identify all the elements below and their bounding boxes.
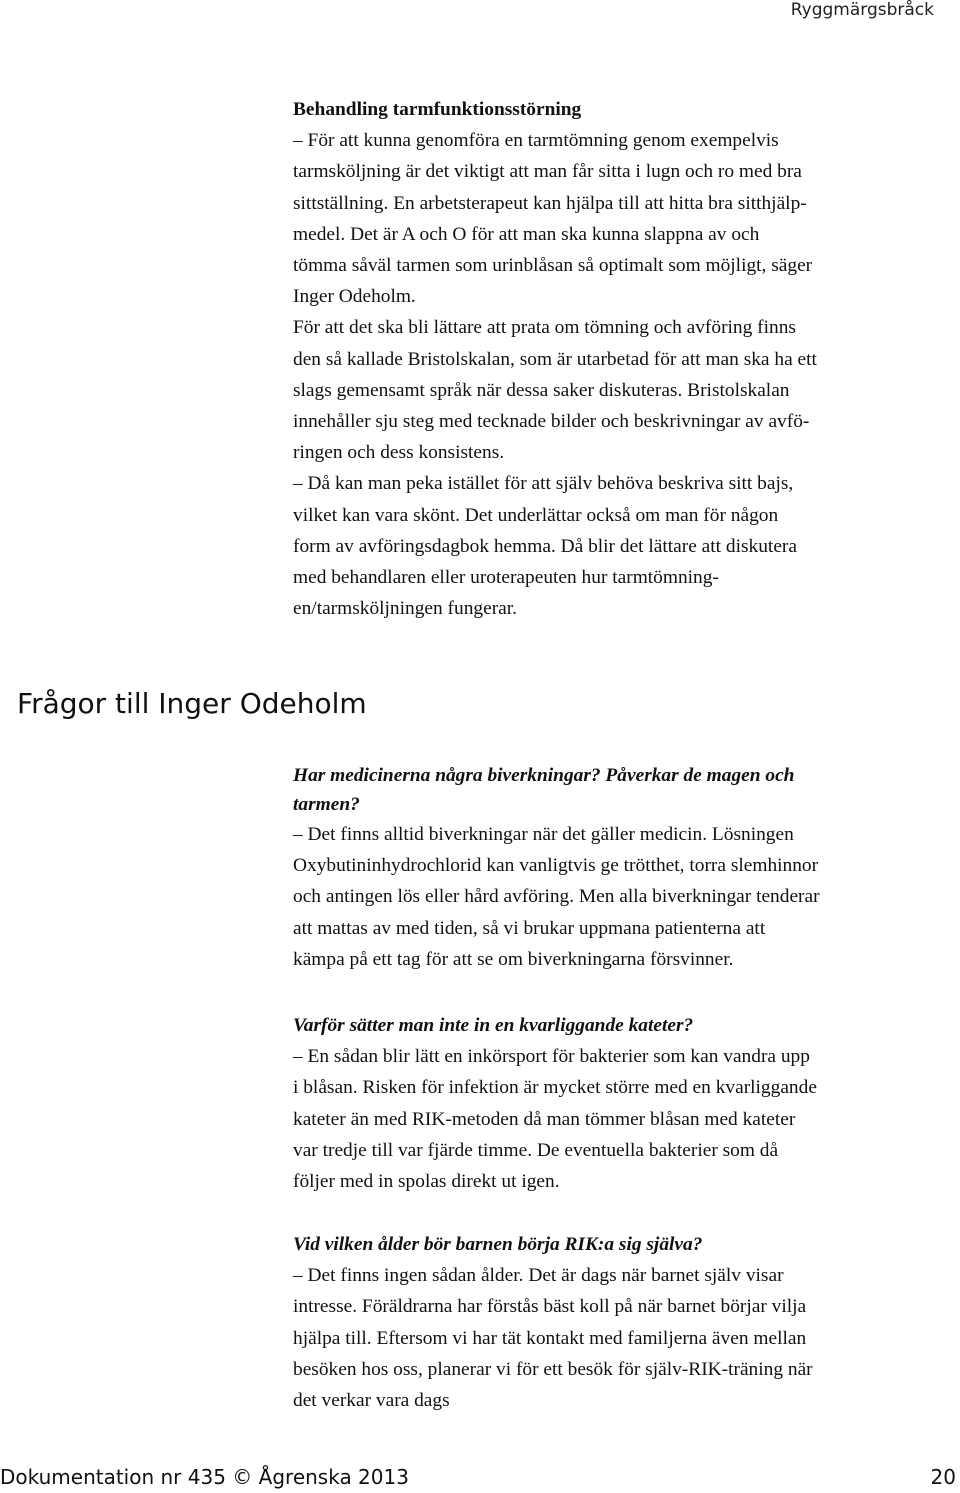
section-tarmfunktion <box>293 94 933 624</box>
page-number: 20 <box>930 1465 956 1489</box>
answer: – Det finns alltid biverkningar när det gäller medicin. Lösningen Oxybutininhydrochlorid kan vanligtvis ge trötthet, torra slemhinnor och antingen lös eller hård avföring. Men alla biverkningar tenderar att mattas av med tiden, så vi brukar uppmana patienterna att kämpa på ett tag för att se om biverkningarna försvinner. <box>293 824 820 970</box>
body-paragraph: För att det ska bli lättare att prata om tömning och avföring finns den så kallade Bristolskalan, som är utarbetad för att man ska ha ett slags gemensamt språk när dessa saker diskuteras. Bristolskalan innehåller sju steg med tecknade bilder och beskrivningar av avfö- ringen och dess konsistens. <box>293 317 817 464</box>
running-head: Ryggmärgsbråck <box>790 0 934 20</box>
qa-block <box>293 1010 933 1197</box>
question: Varför sätter man inte in en kvarliggande kateter? <box>293 1015 694 1036</box>
answer: – Det finns ingen sådan ålder. Det är dags när barnet själv visar intresse. Föräldrarna har förstås bäst koll på när barnet börjar vilja hjälpa till. Eftersom vi har tät kontakt med familjerna även mellan besöken hos oss, planerar vi för ett besök för själv-RIK-träning när det verkar vara dags <box>293 1265 813 1412</box>
body-paragraph: – Då kan man peka istället för att själv behöva beskriva sitt bajs, vilket kan vara skönt. Det underlättar också om man för någon form av avföringsdagbok hemma. Då blir det lättare att diskutera med behandlaren eller uroterapeuten hur tarmtömning- en/tarmsköljningen fungerar. <box>293 473 797 620</box>
question: Vid vilken ålder bör barnen börja RIK:a sig själva? <box>293 1234 703 1255</box>
body-paragraph: – För att kunna genomföra en tarmtömning genom exempelvis tarmsköljning är det viktigt att man får sitta i lugn och ro med bra sittställning. En arbetsterapeut kan hjälpa till att hitta bra sitthjälp- medel. Det är A och O för att man ska kunna slappna av och tömma såväl tarmen som urinblåsan så optimalt som möjligt, säger Inger Odeholm. <box>293 130 813 308</box>
answer: – En sådan blir lätt en inkörsport för bakterier som kan vandra upp i blåsan. Risken för infektion är mycket större med en kvarliggande kateter än med RIK-metoden då man tömmer blåsan med kateter var tredje till var fjärde timme. De eventuella bakterier som då följer med in spolas direkt ut igen. <box>293 1046 817 1193</box>
footer-credit: Dokumentation nr 435 © Ågrenska 2013 <box>0 1465 409 1489</box>
qa-block <box>293 761 933 975</box>
section-heading: Frågor till Inger Odeholm <box>17 687 367 720</box>
question: Har medicinerna några biverkningar? Påverkar de magen och tarmen? <box>293 765 795 815</box>
sub-heading: Behandling tarmfunktionsstörning <box>293 99 582 120</box>
qa-block <box>293 1229 933 1416</box>
